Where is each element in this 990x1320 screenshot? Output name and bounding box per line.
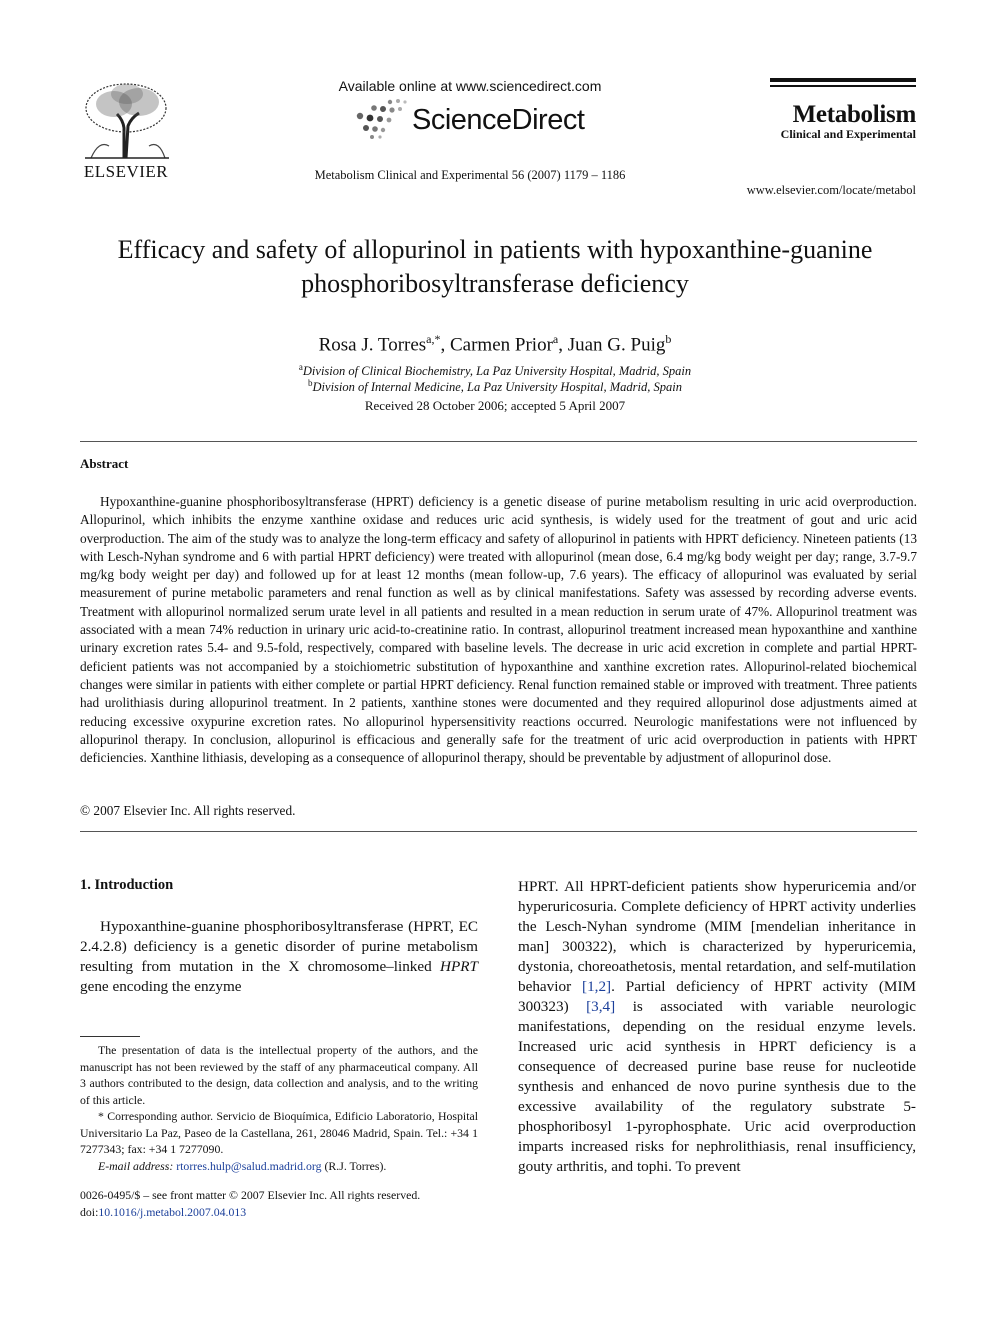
footnote: The presentation of data is the intellectual property of the authors, and the manuscript has not been reviewed by the staff of any pharmaceutical company. All 3 authors contributed to the design, data collection and analysis, and to the writing of this article. (80, 1043, 478, 1107)
author-name: Juan G. Puig (567, 334, 666, 356)
intro-paragraph-left (80, 917, 478, 997)
sciencedirect-dots-icon (352, 98, 412, 140)
journal-url[interactable]: www.elsevier.com/locate/metabol (746, 183, 916, 197)
masthead-rule (770, 78, 916, 82)
affiliation-text: Division of Internal Medicine, La Paz University Hospital, Madrid, Spain (312, 380, 682, 395)
author-superscript: a (552, 332, 559, 346)
affiliation-superscript: a (298, 362, 303, 372)
body-text: is associated with variable neurologic manifestations, depending on the residual enzyme levels. Increased uric acid synthesis in HPRT deficiency is a consequence of decreased purine base reuse for nucleotide synthesis and enhanced de novo purine synthesis due to the excessive availability of the regulatory substrate 5-phosphoribosyl 1-pyrophosphate. Uric acid overproduction imparts increased risks for nephrolithiasis, renal insufficiency, gouty arthritis, and tophi. To prevent (518, 998, 916, 1175)
footnotes (80, 1042, 478, 1174)
email-label: E-mail address: (98, 1158, 174, 1173)
gene-name: HPRT (440, 958, 478, 975)
reference-link[interactable]: [3,4] (586, 998, 616, 1015)
doi-line (80, 1204, 500, 1221)
affiliation-text: Division of Clinical Biochemistry, La Paz University Hospital, Madrid, Spain (302, 364, 692, 379)
sciencedirect-logo[interactable] (352, 98, 602, 140)
affiliation-superscript: b (308, 378, 313, 388)
available-online[interactable]: Available online at www.sciencedirect.com (338, 78, 602, 94)
section-heading: 1. Introduction (80, 877, 174, 893)
copyright-line: © 2007 Elsevier Inc. All rights reserved. (80, 803, 296, 818)
abstract-heading: Abstract (80, 456, 129, 471)
issn-line: 0026-0495/$ – see front matter © 2007 Elsevier Inc. All rights reserved. (80, 1188, 421, 1202)
author-name: Carmen Prior (450, 334, 553, 356)
publisher-name: ELSEVIER (83, 162, 169, 181)
body-text: gene encoding the enzyme (80, 978, 242, 995)
elsevier-tree-icon (79, 80, 173, 160)
journal-citation: Metabolism Clinical and Experimental 56 (2007) 1179 – 1186 (314, 168, 626, 182)
intro-paragraph-right (518, 877, 916, 1177)
affiliation (160, 378, 830, 395)
footnote-email (80, 1158, 478, 1175)
divider (80, 831, 917, 832)
received-dates: Received 28 October 2006; accepted 5 April 2007 (364, 398, 626, 413)
body-text: . Partial deficiency of HPRT activity (MIM 300323) (518, 978, 917, 1015)
journal-subtitle: Clinical and Experimental (780, 127, 916, 141)
reference-link[interactable]: [1,2] (582, 978, 612, 995)
body-text: Hypoxanthine-guanine phosphoribosyltransferase (HPRT, EC 2.4.2.8) deficiency is a genetic disorder of purine metabolism resulting from mutation in the X chromosome–linked (80, 918, 478, 975)
author-superscript: b (665, 332, 672, 346)
affiliation (160, 362, 830, 379)
author-list: Rosa J. Torres$^{a,*}$, Carmen Prior$^a$, Juan G. Puig$^b$ (318, 332, 672, 356)
article-title: Efficacy and safety of allopurinol in patients with hypoxanthine-guanine phosphoribosyltransferase deficiency (117, 235, 873, 298)
divider (80, 441, 917, 442)
footnote-corresponding: * Corresponding author. Servicio de Bioquímica, Edificio Laboratorio, Hospital Universitario La Paz, Paseo de la Castellana, 261, 28046 Madrid, Spain. Tel.: +34 1 7277343; fax: +34 1 7277090. (80, 1109, 478, 1156)
email-suffix: (R.J. Torres). (321, 1158, 387, 1173)
publisher-logo (78, 80, 174, 185)
footnote-rule (80, 1036, 140, 1037)
journal-name: Metabolism (792, 101, 916, 128)
email-link[interactable]: rtorres.hulp@salud.madrid.org (176, 1158, 322, 1173)
journal-masthead (770, 78, 916, 142)
front-matter (80, 1187, 500, 1221)
author-name: Rosa J. Torres (318, 334, 427, 356)
sciencedirect-wordmark: ScienceDirect (412, 104, 585, 136)
masthead-rule-thin (770, 85, 916, 87)
abstract-body: Hypoxanthine-guanine phosphoribosyltransferase (HPRT) deficiency is a genetic disease of purine metabolism resulting in uric acid overproduction. Allopurinol, which inhibits the enzyme xanthine oxidase and reduces uric acid synthesis, is widely used for the treatment of gout and uric acid overproduction. The aim of the study was to analyze the long-term efficacy and safety of allopurinol in patients with HPRT deficiency. Nineteen patients (13 with Lesch-Nyhan syndrome and 6 with partial HPRT deficiency) were treated with allopurinol (mean dose, 6.4 mg/kg body weight per day; range, 3.7-9.7 mg/kg body weight per day) and followed up for at least 12 months (mean follow-up, 7.6 years). The efficacy of allopurinol was evaluated by serial measurement of purine metabolic parameters and renal function as well as by clinical manifestations. Safety was assessed by recording adverse events. Treatment with allopurinol normalized serum urate level in all patients and resulted in a mean reduction in serum urate of 47%. Allopurinol treatment was associated with a mean 74% reduction in urinary uric acid-to-creatinine ratio. In contrast, allopurinol treatment increased mean hypoxanthine and xanthine urinary excretion rates 5.4- and 9.5-fold, respectively, compared with baseline levels. The decrease in uric acid excretion in complete and partial HPRT-deficient patients was not accompanied by a stoichiometric substitution of hypoxanthine and xanthine excretion rates. Allopurinol-related biochemical changes were similar in patients with either complete or partial HPRT deficiency. Renal function remained stable or improved with treatment. Three patients had urolithiasis during allopurinol treatment. In 2 patients, xanthine stones were documented and they required allopurinol dose adjustments aimed at reducing excessive oxypurine excretion rates. No allopurinol hypersensitivity reactions occurred. Neurologic manifestations were not influenced by allopurinol therapy. In conclusion, allopurinol is efficacious and generally safe for the treatment of uric acid overproduction in patients with HPRT deficiencies. Xanthine lithiasis, developing as a consequence of allopurinol therapy, should be preventable by adjustment of allopurinol dose. (80, 494, 917, 766)
author-superscript: a,* (426, 332, 441, 346)
doi-label: doi: (80, 1205, 99, 1219)
body-text: HPRT. All HPRT-deficient patients show hyperuricemia and/or hyperuricosuria. Complete deficiency of HPRT activity underlies the Lesch-Nyhan syndrome (MIM [mendelian inheritance in man] 300322), which is characterized by hyperuricemia, dystonia, choreoathetosis, mental retardation, and self-mutilation behavior (518, 878, 916, 995)
doi-link[interactable]: 10.1016/j.metabol.2007.04.013 (98, 1205, 247, 1219)
